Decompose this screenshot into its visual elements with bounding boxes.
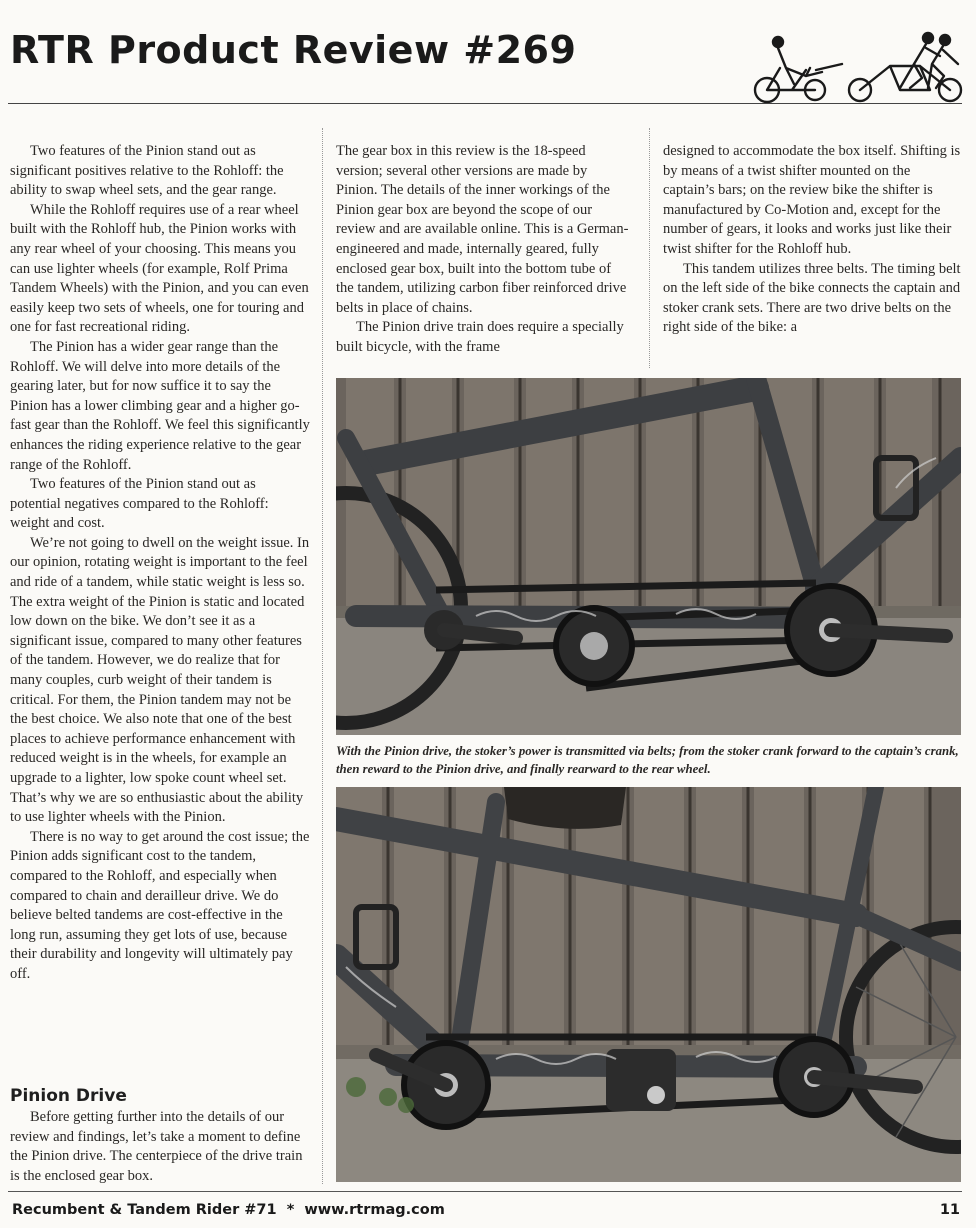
paragraph: Before getting further into the details of our review and findings, let’s take a moment to define the Pinion drive. The centerpiece of the drive train is the enclosed gear box.	[10, 1109, 303, 1184]
column-3	[663, 142, 963, 338]
paragraph: designed to accommodate the box itself. Shifting is by means of a twist shifter mounted on the captain’s bars; on the review bike the shifter is manufactured by Co-Motion and, except for the number of gears, it looks and works just like their twist shifter for the Rohloff hub.	[663, 143, 961, 257]
footer-publication: Recumbent & Tandem Rider #71 * www.rtrmag.com	[12, 1202, 445, 1218]
paragraph: Two features of the Pinion stand out as potential negatives compared to the Rohloff: weight and cost.	[10, 476, 269, 532]
paragraph: The gear box in this review is the 18-speed version; several other versions are made by Pinion. The details of the inner workings of the Pinion gear box are beyond the scope of our review and are available online. This is a German-engineered and made, internally geared, fully enclosed gear box, built into the bottom tube of the tandem, utilizing carbon fiber reinforced drive belts in place of chains.	[336, 143, 629, 316]
paragraph: The Pinion has a wider gear range than the Rohloff. We will delve into more details of the gearing later, but for now suffice it to say the Pinion has a lower climbing gear and a higher go-fast gear than the Rohloff. We feel this significantly enhances the riding experience relative to the gear range of the Rohloff.	[10, 338, 310, 473]
column-2	[336, 142, 630, 358]
photo-caption: With the Pinion drive, the stoker’s power is transmitted via belts; from the stoker crank forward to the captain’s crank, then reward to the Pinion drive, and finally rearward to the rear wheel.	[336, 744, 959, 776]
paragraph: The Pinion drive train does require a specially built bicycle, with the frame	[336, 319, 624, 355]
paragraph: We’re not going to dwell on the weight issue. In our opinion, rotating weight is important to the feel and ride of a tandem, while static weight is less so. The extra weight of the Pinion is static and located low down on the bike. We don’t see it as a significant issue, compared to many other features of the tandem. However, we do realize that for many couples, curb weight of their tandem is critical. For them, the Pinion tandem may not be the best choice. We also note that one of the best places to achieve performance enhancement with reduced weight is in the wheels, for example an upgrade to a lighter, low spoke count wheel set. That’s why we are so enthusiastic about the ability to use lighter wheels with the Pinion.	[10, 534, 310, 826]
photo-drive-side	[336, 378, 961, 735]
paragraph: There is no way to get around the cost issue; the Pinion adds significant cost to the tandem, compared to the Rohloff, and especially when compared to chain and derailleur drive. We do believe belted tandems are cost-effective in the long run, assuming they get lots of use, because their durability and longevity will ultimately pay off.	[10, 828, 310, 982]
footer-rule	[8, 1191, 962, 1192]
column-1-continued	[10, 1108, 310, 1186]
paragraph: While the Rohloff requires use of a rear wheel built with the Rohloff hub, the Pinion works with any rear wheel of your choosing. This means you can use lighter wheels (for example, Rolf Prima Tandem Wheels) with the Pinion, and you can even easily keep two sets of wheels, one for touring and one for fast recreational riding.	[10, 201, 309, 336]
column-separator	[649, 128, 650, 368]
column-separator	[322, 128, 323, 1184]
paragraph: This tandem utilizes three belts. The timing belt on the left side of the bike connects the captain and stoker crank sets. There are two drive belts on the right side of the bike: a	[663, 260, 961, 336]
paragraph: Two features of the Pinion stand out as significant positives relative to the Rohloff: the ability to swap wheel sets, and the gear range.	[10, 143, 284, 199]
bicycle-logo-icon	[750, 30, 965, 110]
header-rule	[8, 103, 962, 104]
photo-timing-side	[336, 787, 961, 1182]
column-1	[10, 142, 310, 985]
page-number: 11	[939, 1202, 960, 1218]
section-heading: Pinion Drive	[10, 1086, 127, 1106]
page-title: RTR Product Review #269	[10, 28, 577, 72]
